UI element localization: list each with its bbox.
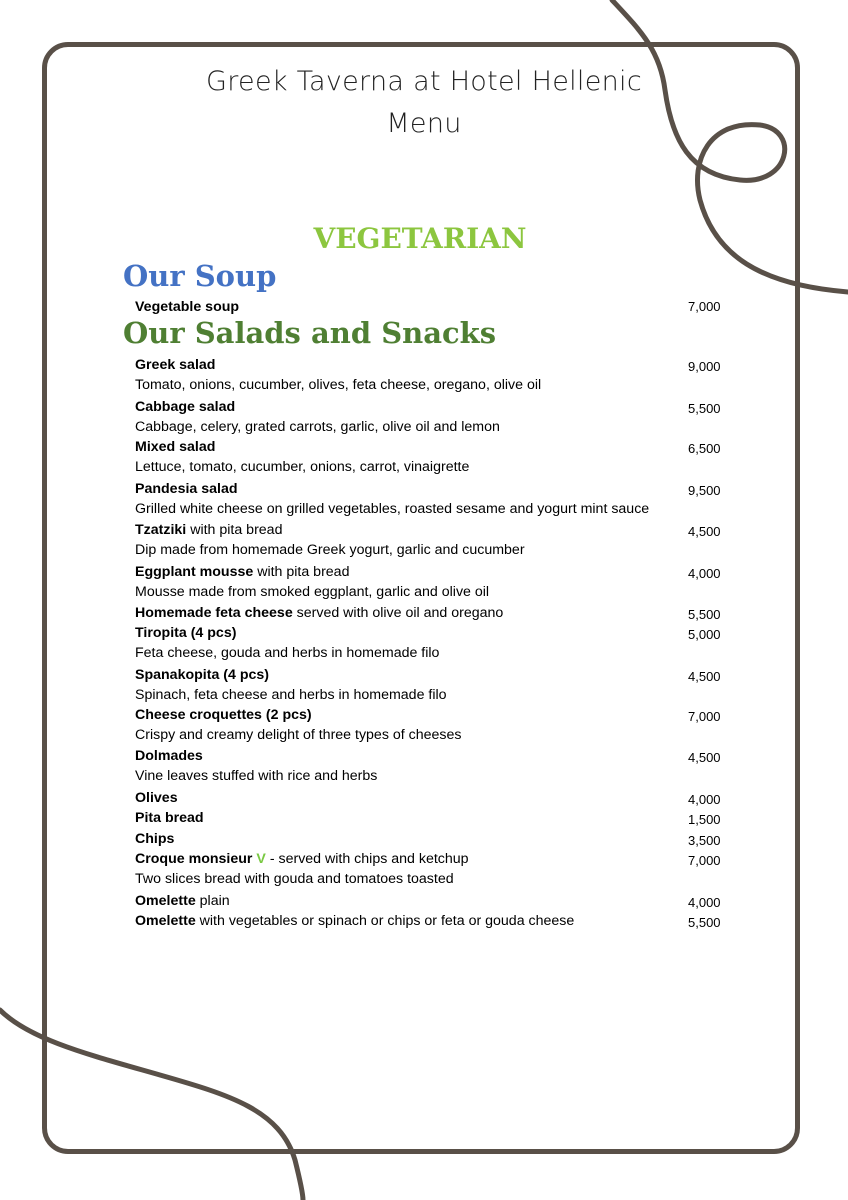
item-name: Greek salad [135,357,216,373]
vegetarian-heading: VEGETARIAN [313,222,527,255]
item-price: 4,500 [688,750,721,765]
item-description: Spinach, feta cheese and herbs in homemade filo [135,687,447,703]
menu-item [135,480,725,498]
menu-item [135,912,725,930]
item-price: 1,500 [688,812,721,827]
item-description: Feta cheese, gouda and herbs in homemade filo [135,645,440,661]
menu-item [135,747,725,765]
menu-item [135,356,725,374]
menu-item [135,809,725,827]
item-name: Cheese croquettes (2 pcs) [135,707,312,723]
item-description: Vine leaves stuffed with rice and herbs [135,768,378,784]
item-name: Omelette [135,913,196,929]
item-name: Pandesia salad [135,481,238,497]
menu-item [135,892,725,910]
menu-item [135,850,725,868]
item-description: Cabbage, celery, grated carrots, garlic, olive oil and lemon [135,419,500,435]
item-price: 7,000 [688,709,721,724]
menu-item [135,298,725,316]
menu-item [135,604,725,622]
item-name: Vegetable soup [135,299,240,315]
item-price: 3,500 [688,833,721,848]
item-description: Dip made from homemade Greek yogurt, garlic and cucumber [135,542,525,558]
item-note: served with olive oil and oregano [292,605,504,621]
item-description: Lettuce, tomato, cucumber, onions, carrot, vinaigrette [135,459,470,475]
item-note: with pita bread [253,564,350,580]
item-description: Crispy and creamy delight of three types of cheeses [135,727,462,743]
item-description: Mousse made from smoked eggplant, garlic and olive oil [135,584,490,600]
item-description: Grilled white cheese on grilled vegetables, roasted sesame and yogurt mint sauce [135,501,650,517]
menu-item [135,624,725,642]
item-price: 4,500 [688,524,721,539]
soup-heading: Our Soup [123,259,277,293]
menu-item [135,789,725,807]
item-name: Eggplant mousse [135,564,254,580]
salads-heading: Our Salads and Snacks [123,316,497,350]
item-name: Tiropita (4 pcs) [135,625,237,641]
item-name: Homemade feta cheese [135,605,293,621]
item-price: 5,500 [688,915,721,930]
item-price: 9,500 [688,483,721,498]
vegetarian-mark: V [252,851,266,867]
menu-subtitle: Menu [386,108,462,139]
item-price: 4,000 [688,792,721,807]
menu-item [135,438,725,456]
menu-item [135,398,725,416]
item-name: Mixed salad [135,439,216,455]
item-note: with pita bread [186,522,283,538]
item-note: - served with chips and ketchup [265,851,469,867]
item-price: 4,000 [688,566,721,581]
item-price: 4,500 [688,669,721,684]
menu-item [135,563,725,581]
menu-item [135,521,725,539]
item-name: Croque monsieur [135,851,253,867]
item-price: 5,500 [688,401,721,416]
menu-item [135,706,725,724]
item-price: 7,000 [688,299,721,314]
item-name: Pita bread [135,810,204,826]
item-price: 7,000 [688,853,721,868]
restaurant-title: Greek Taverna at Hotel Hellenic [206,66,642,97]
menu-item [135,666,725,684]
item-name: Omelette [135,893,196,909]
item-name: Cabbage salad [135,399,236,415]
item-note: with vegetables or spinach or chips or feta or gouda cheese [195,913,575,929]
item-price: 5,500 [688,607,721,622]
item-price: 9,000 [688,359,721,374]
item-price: 5,000 [688,627,721,642]
item-price: 4,000 [688,895,721,910]
item-name: Tzatziki [135,522,187,538]
item-name: Olives [135,790,178,806]
item-name: Spanakopita (4 pcs) [135,667,270,683]
item-description: Tomato, onions, cucumber, olives, feta cheese, oregano, olive oil [135,377,542,393]
menu-item [135,830,725,848]
item-price: 6,500 [688,441,721,456]
item-name: Chips [135,831,175,847]
item-description: Two slices bread with gouda and tomatoes toasted [135,871,454,887]
item-name: Dolmades [135,748,203,764]
item-note: plain [195,893,230,909]
